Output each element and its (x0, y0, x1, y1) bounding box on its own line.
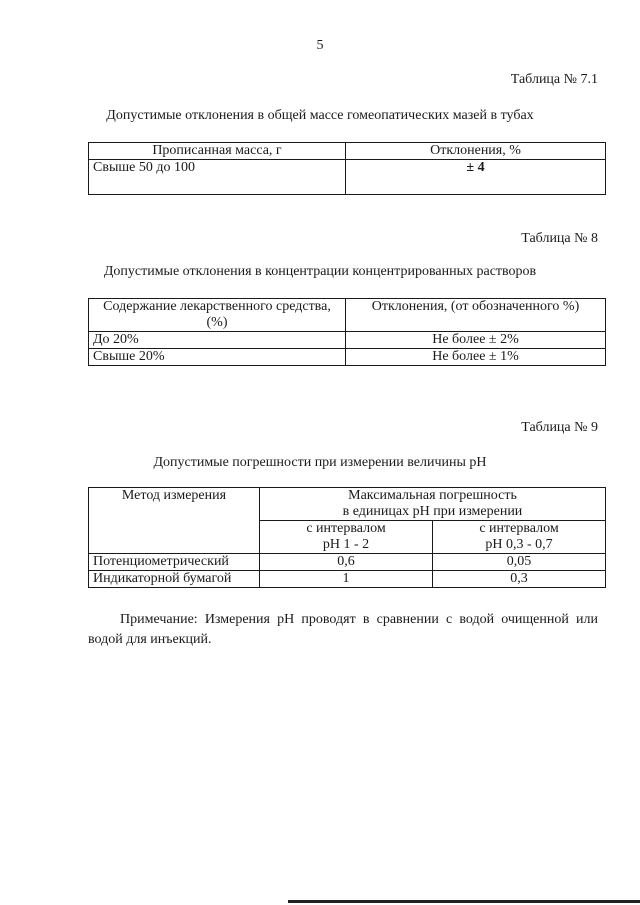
table-9-subheader-2-line2: pH 0,3 - 0,7 (485, 537, 553, 552)
table-9-header-method: Метод измерения (89, 488, 260, 554)
table-9-header-max (260, 488, 606, 521)
table-9-title: Допустимые погрешности при измерении величины pH (153, 455, 487, 470)
table-9-header-max-line2: в единицах pH при измерении (342, 504, 523, 519)
table-row (89, 554, 606, 571)
table-row (89, 571, 606, 588)
table-9-label: Таблица № 9 (521, 420, 598, 435)
table-9-cell: 0,05 (433, 554, 606, 571)
bottom-rule (288, 900, 640, 903)
table-9-subheader-1 (260, 521, 433, 554)
table-8-cell: До 20% (89, 332, 346, 349)
table-8-header-deviation: Отклонения, (от обозначенного %) (346, 299, 606, 332)
table-row (89, 299, 606, 332)
table-row (89, 160, 606, 195)
table-9-cell: Потенциометрический (89, 554, 260, 571)
table-9-subheader-1-line1: с интервалом (306, 521, 386, 536)
table-8-cell: Не более ± 1% (346, 349, 606, 366)
table-9-cell: 1 (260, 571, 433, 588)
table-row (89, 332, 606, 349)
table-7-cell: ± 4 (346, 160, 606, 195)
table-9-header-max-line1: Максимальная погрешность (348, 488, 517, 503)
table-row (89, 488, 606, 521)
table-7-title: Допустимые отклонения в общей массе гомеопатических мазей в тубах (106, 108, 534, 123)
table-9-cell: Индикаторной бумагой (89, 571, 260, 588)
table-9-subheader-2 (433, 521, 606, 554)
table-7-header-deviation: Отклонения, % (346, 143, 606, 160)
table-9 (88, 487, 606, 588)
page-number: 5 (316, 38, 324, 53)
table-9-subheader-1-line2: pH 1 - 2 (322, 537, 370, 552)
table-8-label: Таблица № 8 (521, 231, 598, 246)
table-8-title: Допустимые отклонения в концентрации концентрированных растворов (103, 264, 537, 279)
table-8-cell: Свыше 20% (89, 349, 346, 366)
table-7 (88, 142, 606, 195)
table-9-cell: 0,3 (433, 571, 606, 588)
table-8 (88, 298, 606, 366)
table-9-subheader-2-line1: с интервалом (479, 521, 559, 536)
table-row (89, 349, 606, 366)
table-9-cell: 0,6 (260, 554, 433, 571)
table-8-header-content: Содержание лекарственного средства, (%) (89, 299, 346, 332)
table-8-cell: Не более ± 2% (346, 332, 606, 349)
table-7-header-mass: Прописанная масса, г (89, 143, 346, 160)
note-paragraph: Примечание: Измерения pH проводят в сравнении с водой очищенной или водой для инъекций. (88, 612, 598, 647)
table-7-label: Таблица № 7.1 (510, 72, 598, 87)
table-7-cell: Свыше 50 до 100 (89, 160, 346, 195)
table-row (89, 143, 606, 160)
